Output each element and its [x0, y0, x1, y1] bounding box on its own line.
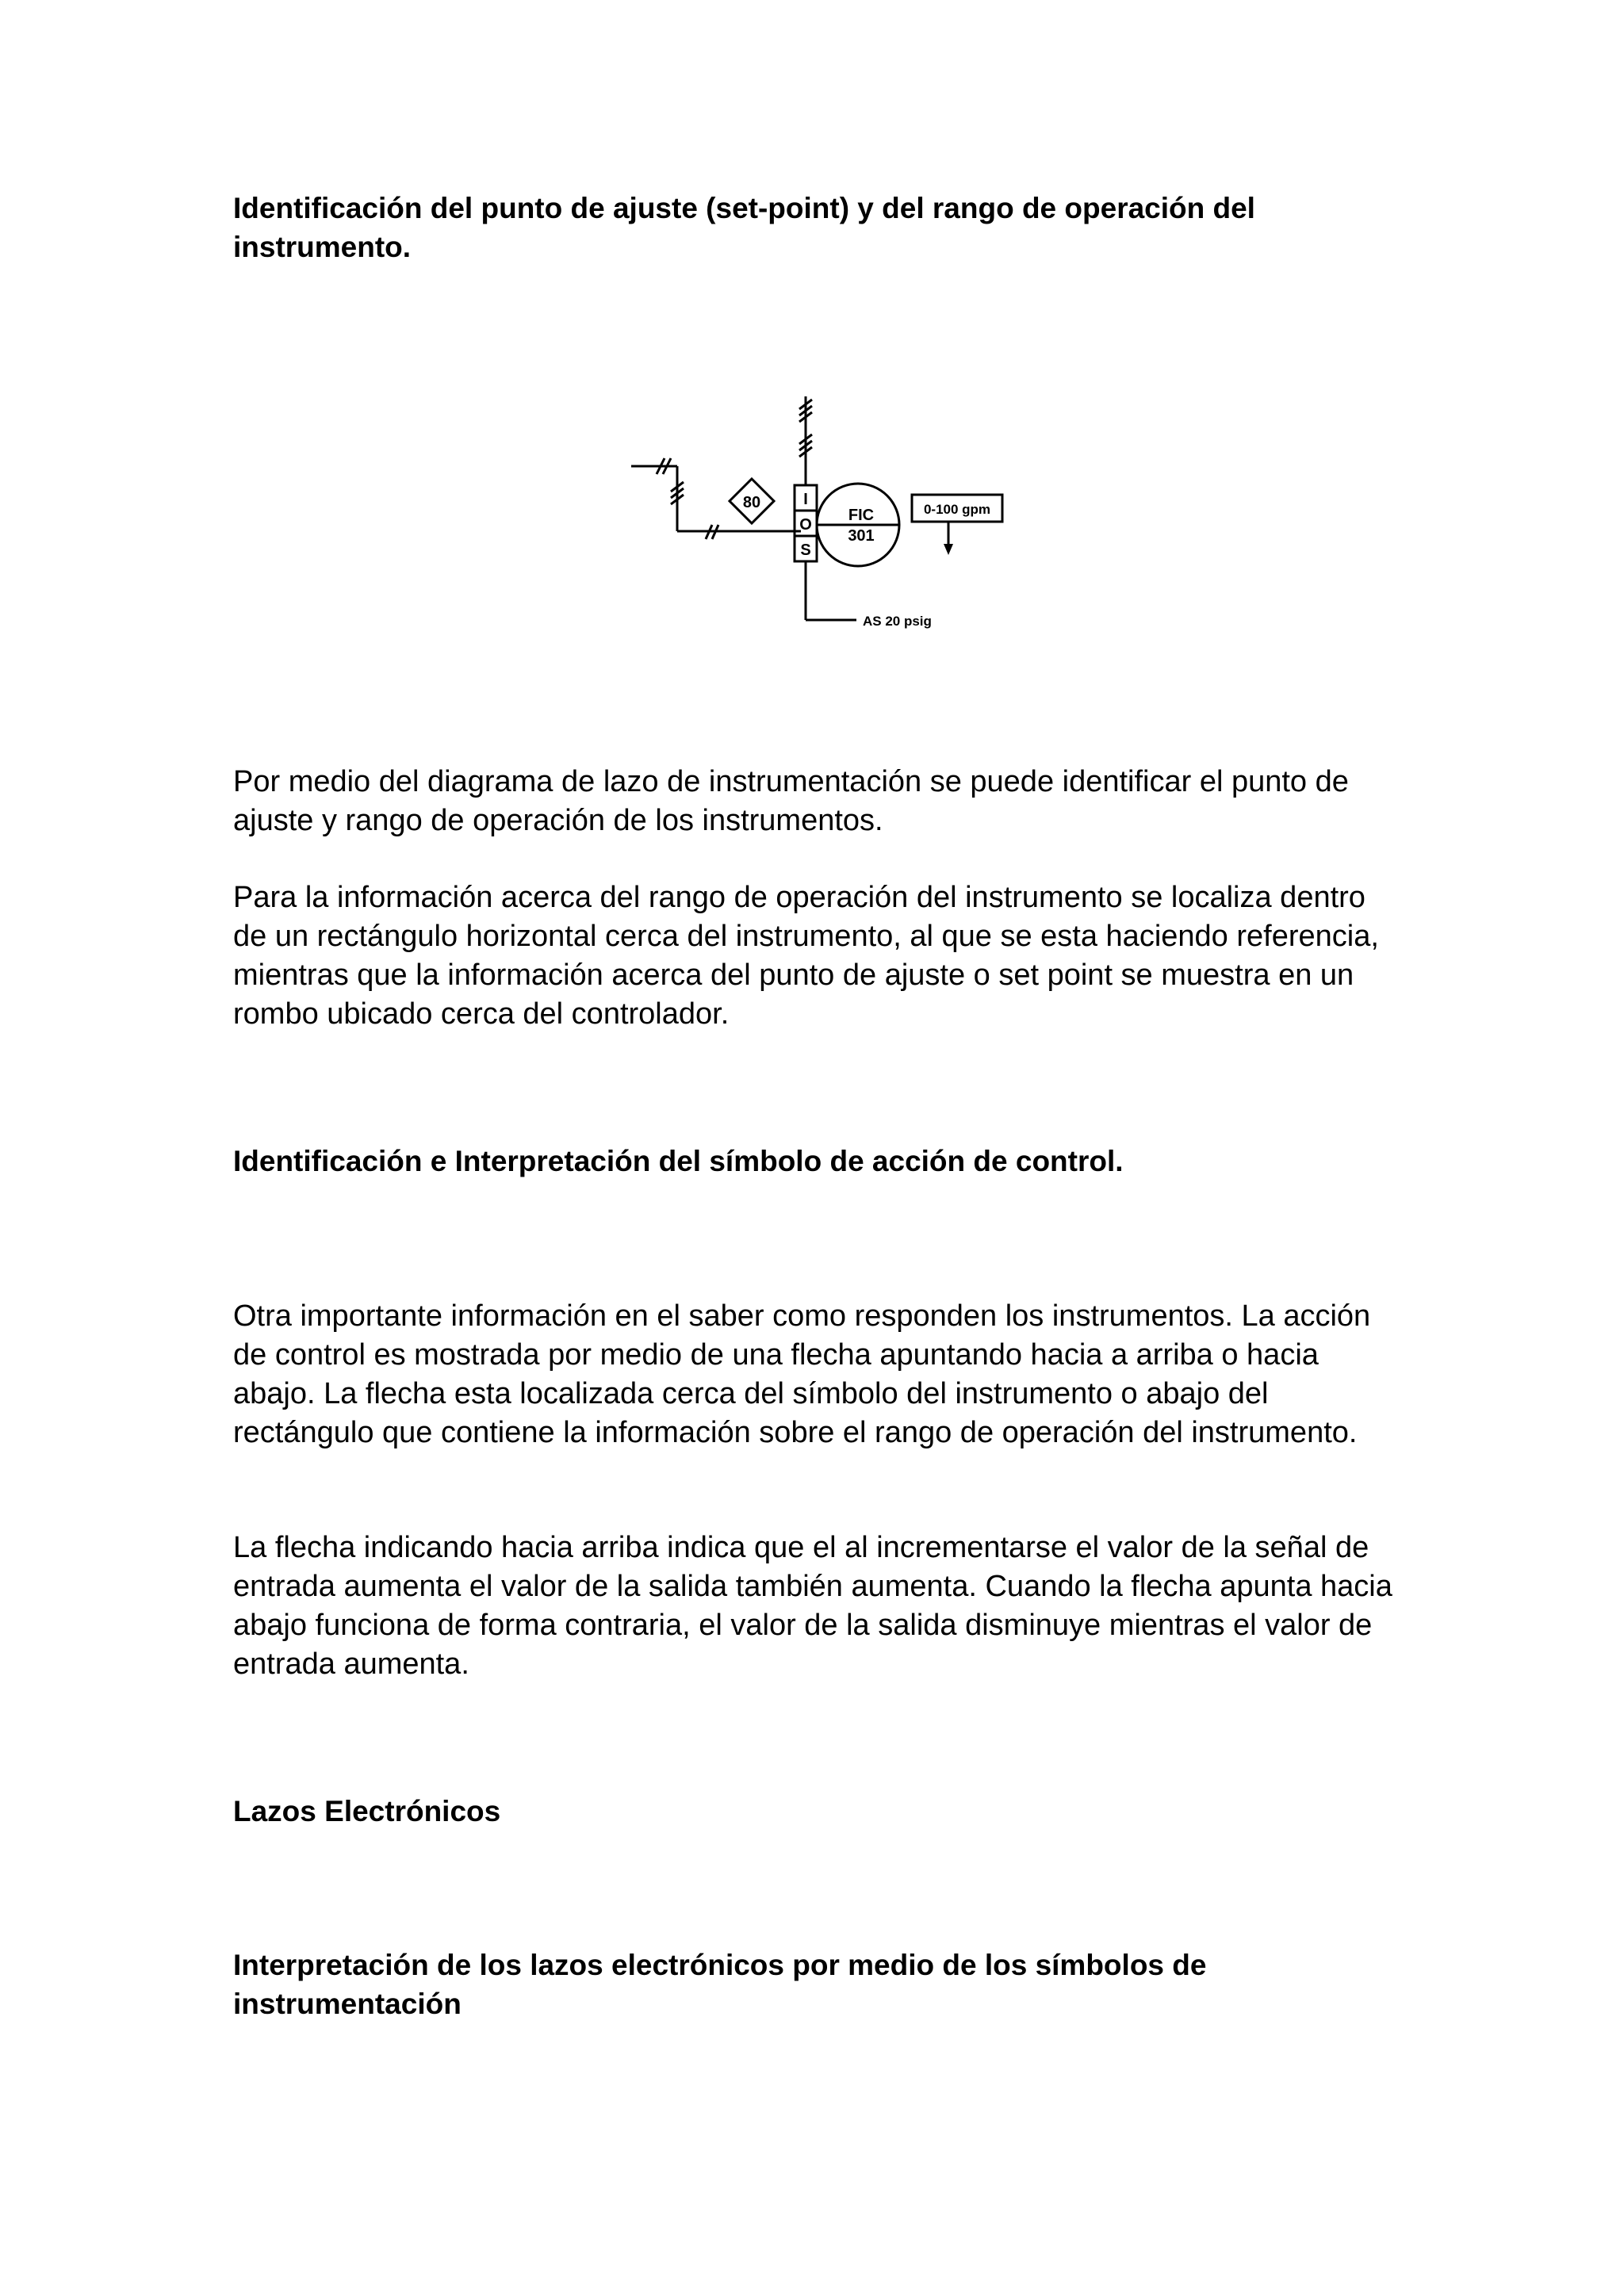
controller-tag-number: 301 — [848, 527, 875, 545]
io-label-i: I — [803, 491, 808, 508]
heading-electronic-interpretation: Interpretación de los lazos electrónicos por medio de los símbolos de instrumentación — [233, 1949, 1207, 2020]
heading-electronic-loops: Lazos Electrónicos — [233, 1795, 501, 1827]
paragraph-setpoint-intro: Por medio del diagrama de lazo de instrumentación se puede identificar el punto de ajuste y rango de operación de los instrumentos. — [233, 765, 1349, 837]
io-label-s: S — [800, 541, 811, 559]
instrument-loop-diagram — [611, 381, 1023, 650]
heading-setpoint: Identificación del punto de ajuste (set-point) y del rango de operación del instrumento. — [233, 192, 1255, 263]
heading-control-action: Identificación e Interpretación del símbolo de acción de control. — [233, 1145, 1124, 1177]
io-label-o: O — [799, 516, 812, 534]
paragraph-action-intro: Otra importante información en el saber como responden los instrumentos. La acción de control es mostrada por medio de una flecha apuntando hacia a arriba o hacia abajo. La flecha esta localizada cerca del símbolo del instrumento o abajo del rectángulo que contiene la información sobre el rango de operación del instrumento. — [233, 1299, 1371, 1449]
range-value: 0-100 gpm — [923, 502, 991, 517]
paragraph-setpoint-detail: Para la información acerca del rango de operación del instrumento se localiza dentro de un rectángulo horizontal cerca del instrumento, al que se esta haciendo referencia, mientras que la información acerca del punto de ajuste o set point se muestra en un rombo ubicado cerca del controlador. — [233, 881, 1379, 1031]
signal-hash-drop — [671, 482, 684, 504]
action-arrow-head — [944, 544, 953, 555]
paragraph-action-detail: La flecha indicando hacia arriba indica que el al incrementarse el valor de la señal de entrada aumenta el valor de la salida también aumenta. Cuando la flecha apunta hacia abajo funciona de forma contraria, el valor de la salida disminuye mientras el valor de entrada aumenta. — [233, 1531, 1392, 1681]
controller-tag-letters: FIC — [848, 507, 875, 524]
supply-label: AS 20 psig — [863, 614, 932, 629]
setpoint-value: 80 — [742, 494, 761, 511]
